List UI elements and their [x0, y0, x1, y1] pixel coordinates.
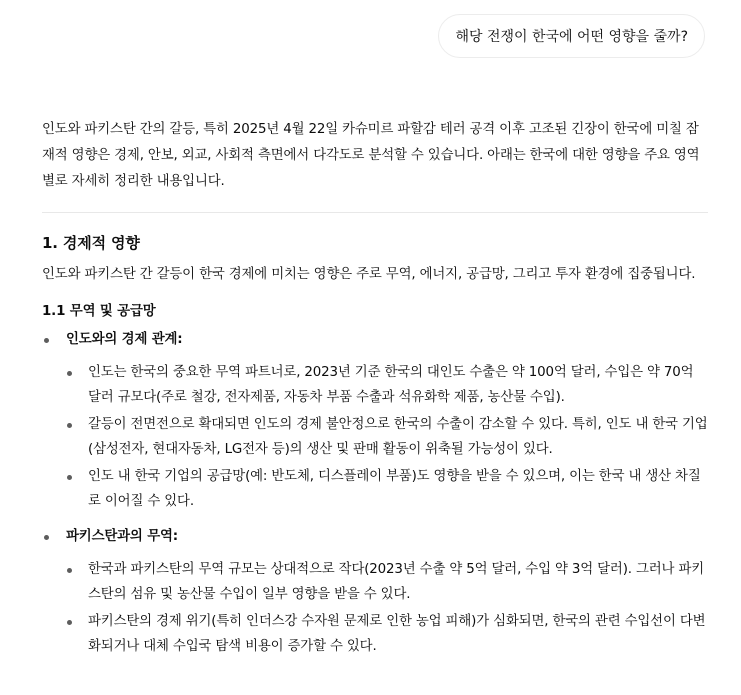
bullet-icon [67, 620, 72, 625]
list-item-label: 파키스탄과의 무역: [66, 529, 178, 544]
india-points-list [66, 361, 708, 514]
pakistan-points-list [66, 558, 708, 659]
list-item-pakistan-trade [42, 524, 708, 659]
list-item-text: 갈등이 전면전으로 확대되면 인도의 경제 불안정으로 한국의 수출이 감소할 수 있다. 특히, 인도 내 한국 기업(삼성전자, 현대자동차, LG전자 등)의 생산 및 판매 활동이 위축될 가능성이 있다. [88, 417, 708, 457]
section-divider [42, 212, 708, 213]
list-item [66, 558, 708, 607]
bullet-icon [67, 423, 72, 428]
list-item [66, 361, 708, 410]
trade-topic-list [42, 327, 708, 659]
subsection-heading-trade: 1.1 무역 및 공급망 [42, 304, 156, 319]
list-item-text: 인도는 한국의 중요한 무역 파트너로, 2023년 기준 한국의 대인도 수출은 약 100억 달러, 수입은 약 70억 달러 규모다(주로 철강, 전자제품, 자동차 부품 수출과 석유화학 제품, 농산물 수입). [88, 365, 694, 405]
list-item-text: 파키스탄의 경제 위기(특히 인더스강 수자원 문제로 인한 농업 피해)가 심화되면, 한국의 관련 수입선이 다변화되거나 대체 수입국 탐색 비용이 증가할 수 있다. [88, 614, 706, 654]
bullet-icon [67, 371, 72, 376]
section-intro-paragraph: 인도와 파키스탄 간 갈등이 한국 경제에 미치는 영향은 주로 무역, 에너지, 공급망, 그리고 투자 환경에 집중됩니다. [42, 267, 696, 282]
list-item [66, 413, 708, 462]
bullet-icon [67, 568, 72, 573]
list-item-text: 한국과 파키스탄의 무역 규모는 상대적으로 작다(2023년 수출 약 5억 달러, 수입 약 3억 달러). 그러나 파키스탄의 섬유 및 농산물 수입이 일부 영향을 받을 수 있다. [88, 562, 705, 602]
assistant-response [42, 117, 708, 669]
bullet-icon [44, 338, 49, 343]
list-item-label: 인도와의 경제 관계: [66, 332, 183, 347]
section-heading-economic: 1. 경제적 영향 [42, 234, 140, 252]
bullet-icon [67, 475, 72, 480]
bullet-icon [44, 535, 49, 540]
list-item [66, 465, 708, 514]
list-item [66, 610, 708, 659]
response-intro: 인도와 파키스탄 간의 갈등, 특히 2025년 4월 22일 카슈미르 파할감 테러 공격 이후 고조된 긴장이 한국에 미칠 잠재적 영향은 경제, 안보, 외교, 사회적 측면에서 다각도로 분석할 수 있습니다. 아래는 한국에 대한 영향을 주요 영역별로 자세히 정리한 내용입니다. [42, 122, 700, 189]
list-item-india-relations [42, 327, 708, 514]
user-message-bubble: 해당 전쟁이 한국에 어떤 영향을 줄까? [438, 14, 705, 58]
list-item-text: 인도 내 한국 기업의 공급망(예: 반도체, 디스플레이 부품)도 영향을 받을 수 있으며, 이는 한국 내 생산 차질로 이어질 수 있다. [88, 469, 701, 509]
